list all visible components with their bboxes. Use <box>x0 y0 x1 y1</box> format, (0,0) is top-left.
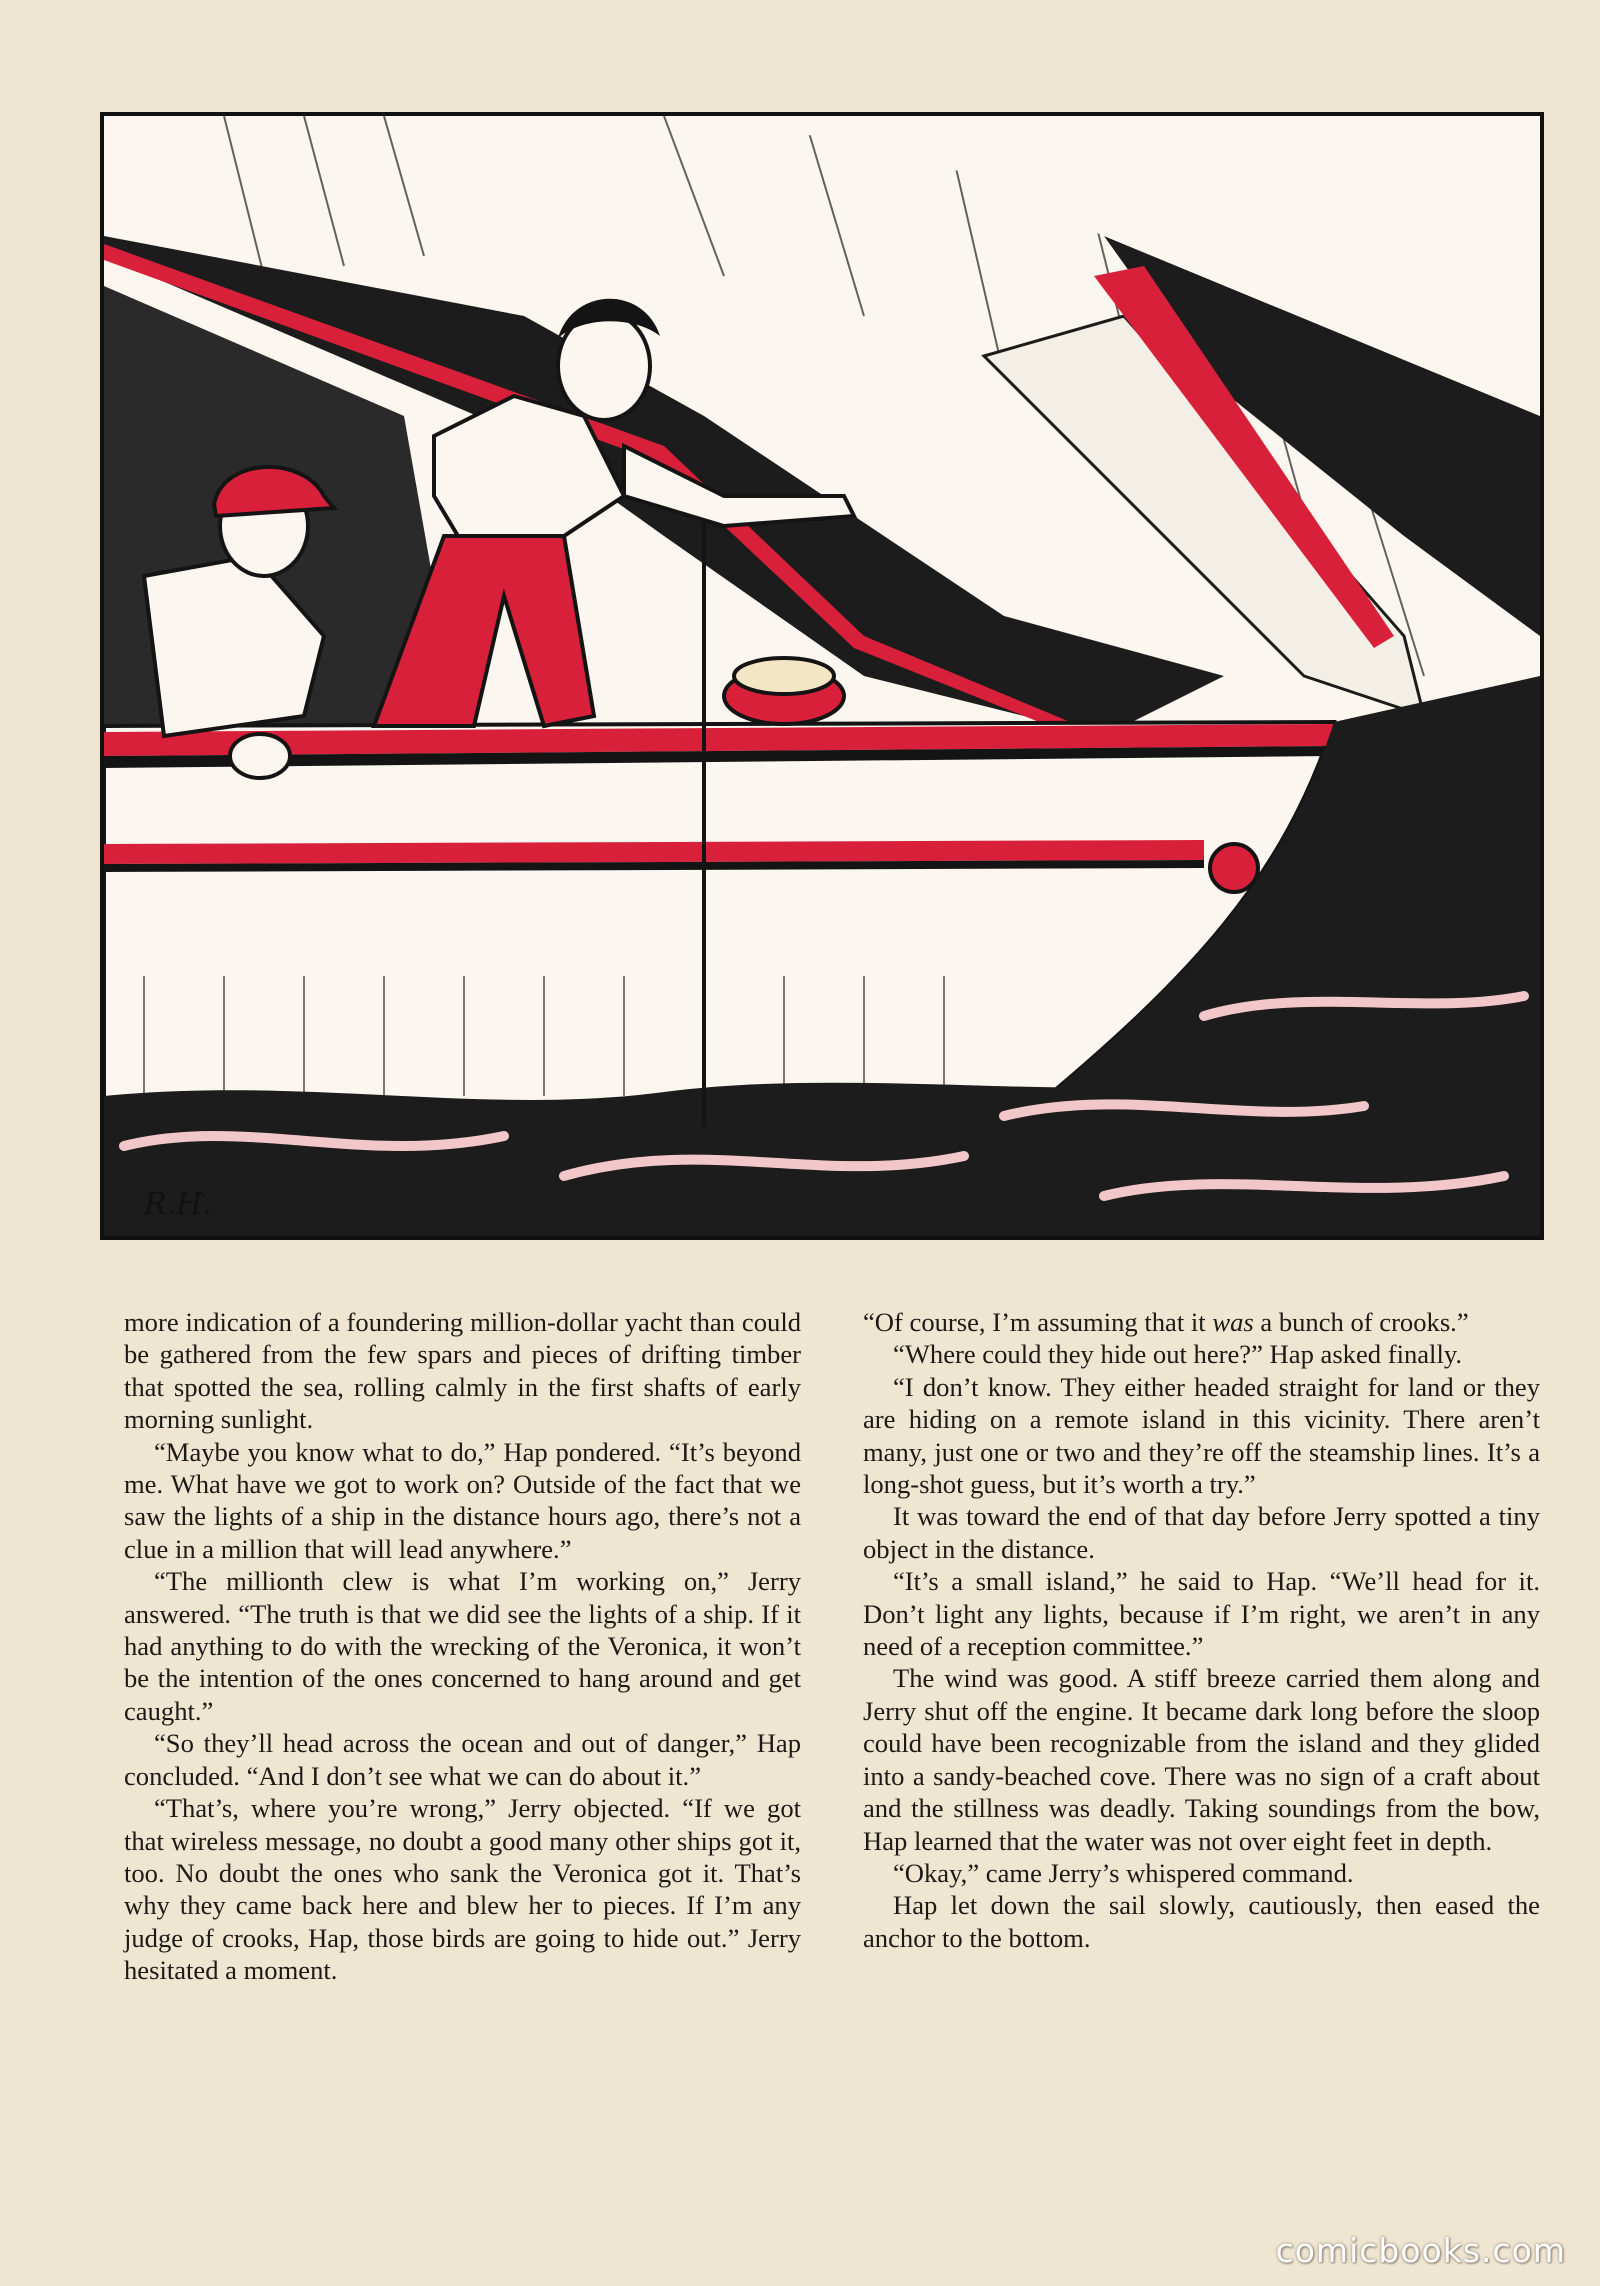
paragraph-text: a bunch of crooks.” <box>1253 1307 1469 1337</box>
paragraph: more indication of a foundering million-dollar yacht than could be gathered from the few spars and pieces of drifting timber that spotted the sea, rolling calmly in the first shafts of early morning sunlight. <box>124 1307 801 1435</box>
illustration-panel <box>100 112 1544 1240</box>
story-text <box>124 1306 1540 2136</box>
paragraph: “That’s, where you’re wrong,” Jerry objected. “If we got that wireless message, no doubt a good many other ships got it, too. No doubt the ones who sank the Veronica got it. That’s why they came back here and blew her to pieces. If I’m any judge of crooks, Hap, those birds are going to hide out.” Jerry hesitated a moment. <box>124 1793 801 1986</box>
right-column <box>863 1306 1540 2136</box>
paragraph: It was toward the end of that day before Jerry spotted a tiny object in the distance. <box>863 1501 1540 1564</box>
paragraph <box>863 1306 1540 1338</box>
paragraph: “It’s a small island,” he said to Hap. “We’ll head for it. Don’t light any lights, because if I’m right, we aren’t in any need of a reception committee.” <box>863 1566 1540 1662</box>
left-column <box>124 1306 801 2136</box>
paragraph: “Okay,” came Jerry’s whispered command. <box>893 1857 1354 1888</box>
paragraph: “So they’ll head across the ocean and out of danger,” Hap concluded. “And I don’t see what we can do about it.” <box>124 1728 801 1791</box>
watermark-text: comicbooks.com <box>1275 2231 1566 2270</box>
paragraph: “I don’t know. They either headed straight for land or they are hiding on a remote island in this vicinity. There aren’t many, just one or two and they’re off the steamship lines. It’s a long-shot guess, but it’s worth a try.” <box>863 1371 1540 1500</box>
paragraph: “Where could they hide out here?” Hap asked finally. <box>893 1339 1463 1370</box>
paragraph: “Maybe you know what to do,” Hap pondered. “It’s beyond me. What have we got to work on? Outside of the fact that we saw the lights of a ship in the distance hours ago, there’s not a clue in a million that will lead anywhere.” <box>124 1436 801 1564</box>
artist-signature: R.H. <box>144 1187 212 1222</box>
emphasis-text: was <box>1212 1307 1254 1337</box>
paragraph: The wind was good. A stiff breeze carried them along and Jerry shut off the engine. It became dark long before the sloop could have been recognizable from the island and they glided into a sandy-beached cove. There was no sign of a craft about and the stillness was deadly. Taking soundings from the bow, Hap learned that the water was not over eight feet in depth. <box>863 1663 1540 1856</box>
paragraph: “The millionth clew is what I’m working on,” Jerry answered. “The truth is that we did see the lights of a ship. If it had anything to do with the wrecking of the Veronica, it won’t be the intention of the ones concerned to hang around and get caught.” <box>124 1566 801 1726</box>
paragraph-text: “Of course, I’m assuming that it <box>863 1307 1213 1337</box>
paragraph: Hap let down the sail slowly, cautiously, then eased the anchor to the bottom. <box>863 1890 1540 1953</box>
sailboat-illustration <box>104 116 1540 1236</box>
